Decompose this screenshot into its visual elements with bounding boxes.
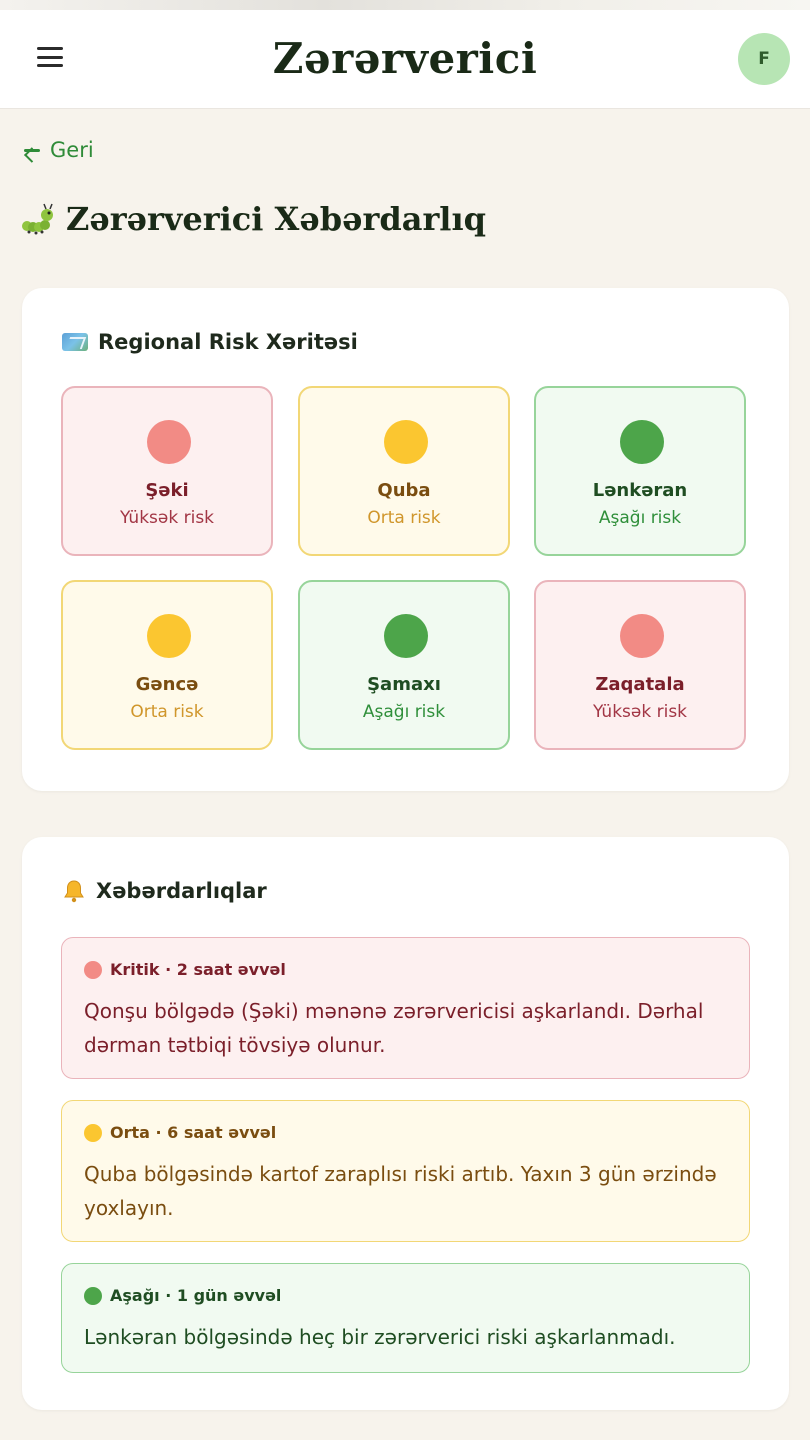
alert-meta	[84, 960, 286, 979]
alert-text: Qonşu bölgədə (Şəki) mənənə zərərvericisi aşkarlandı. Dərhal dərman tətbiqi tövsiyə olunur.	[84, 999, 704, 1057]
region-card-samaxi[interactable]	[298, 580, 510, 750]
region-risk-level: Aşağı risk	[598, 508, 682, 528]
alert-item-medium[interactable]	[61, 1100, 750, 1242]
alert-item-low[interactable]	[61, 1263, 750, 1373]
page-title-row	[20, 200, 486, 238]
alert-text: Lənkəran bölgəsində heç bir zərərverici riski aşkarlanmadı.	[84, 1325, 676, 1349]
app-header	[0, 10, 810, 108]
region-card-zaqatala[interactable]	[534, 580, 746, 750]
red-circle-icon	[84, 961, 102, 979]
region-name: Şəki	[145, 480, 189, 501]
risk-dot-icon	[384, 420, 428, 464]
back-label: Geri	[50, 138, 94, 162]
page-title: Zərərverici Xəbərdarlıq	[66, 200, 486, 238]
alert-meta-text: Aşağı · 1 gün əvvəl	[110, 1286, 282, 1305]
risk-dot-icon	[620, 614, 664, 658]
caterpillar-icon	[20, 202, 54, 236]
alerts-title: Xəbərdarlıqlar	[96, 879, 267, 903]
alerts-card	[22, 837, 789, 1410]
user-avatar[interactable]: F	[738, 33, 790, 85]
map-icon	[62, 333, 88, 351]
region-name: Zaqatala	[595, 674, 685, 695]
yellow-circle-icon	[84, 1124, 102, 1142]
region-card-lenkeran[interactable]	[534, 386, 746, 556]
risk-map-title-row	[62, 330, 358, 354]
region-risk-level: Orta risk	[130, 702, 204, 722]
region-name: Lənkəran	[592, 480, 688, 501]
region-card-gence[interactable]	[61, 580, 273, 750]
risk-dot-icon	[620, 420, 664, 464]
region-name: Quba	[377, 480, 431, 501]
alert-meta-text: Orta · 6 saat əvvəl	[110, 1123, 277, 1142]
region-name: Gəncə	[135, 674, 199, 695]
risk-map-card	[22, 288, 789, 791]
status-strip	[0, 0, 810, 10]
risk-dot-icon	[384, 614, 428, 658]
alert-item-critical[interactable]	[61, 937, 750, 1079]
region-risk-level: Yüksək risk	[119, 508, 215, 528]
region-risk-level: Aşağı risk	[362, 702, 446, 722]
green-circle-icon	[84, 1287, 102, 1305]
alert-meta	[84, 1123, 276, 1142]
alert-meta	[84, 1286, 281, 1305]
app-title: Zərərverici	[272, 34, 538, 83]
back-link[interactable]	[22, 138, 94, 162]
alert-meta-text: Kritik · 2 saat əvvəl	[110, 960, 286, 979]
alert-text: Quba bölgəsində kartof zarарlısı riski artıb. Yaxın 3 gün ərzində yoxlayın.	[84, 1162, 717, 1220]
risk-dot-icon	[147, 614, 191, 658]
risk-dot-icon	[147, 420, 191, 464]
bell-icon	[62, 879, 86, 903]
region-card-seki[interactable]	[61, 386, 273, 556]
region-risk-level: Yüksək risk	[592, 702, 688, 722]
region-name: Şamaxı	[367, 674, 441, 695]
region-risk-level: Orta risk	[367, 508, 441, 528]
region-card-quba[interactable]	[298, 386, 510, 556]
risk-map-title: Regional Risk Xəritəsi	[98, 330, 358, 354]
arrow-left-icon	[22, 141, 40, 159]
alerts-title-row	[62, 879, 267, 903]
